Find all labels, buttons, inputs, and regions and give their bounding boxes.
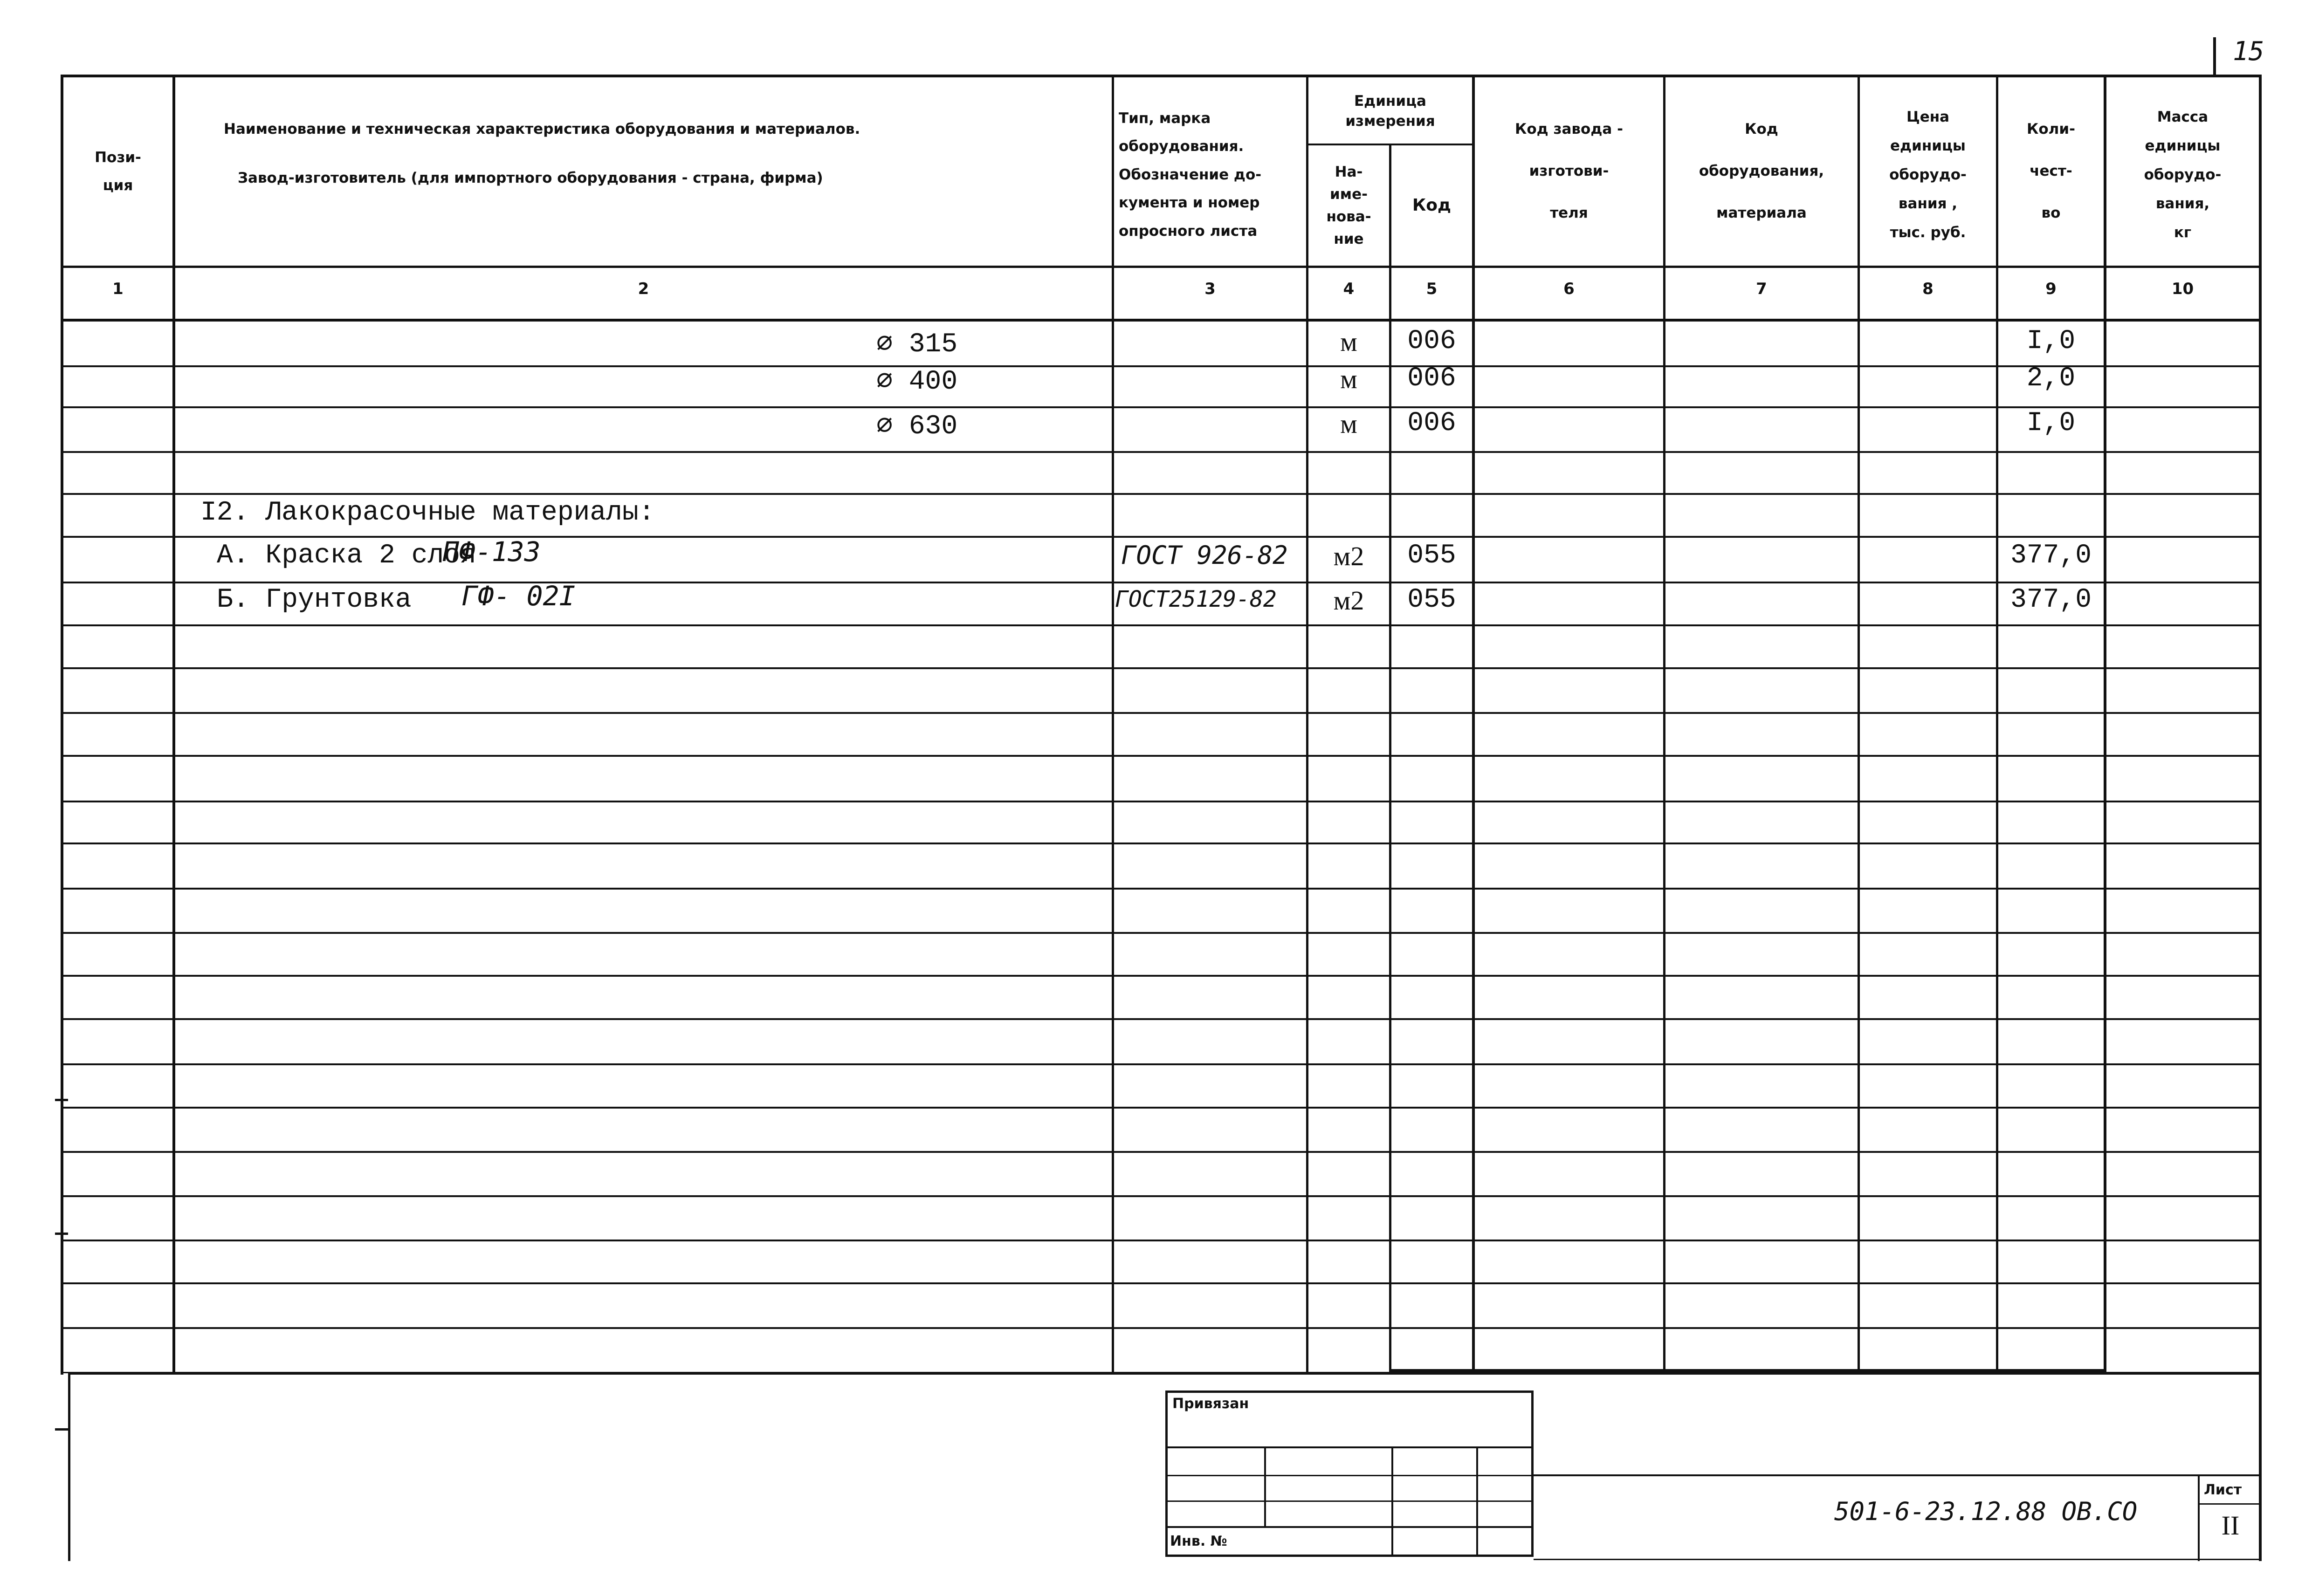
quantity: 377,0 xyxy=(2010,585,2092,615)
section-heading: I2. Лакокрасочные материалы: xyxy=(200,498,655,528)
table-row xyxy=(63,451,2259,453)
column-number: 9 xyxy=(2045,280,2057,298)
item-name: ∅ 400 xyxy=(876,367,958,397)
table-row xyxy=(63,1240,2259,1241)
quantity: 377,0 xyxy=(2010,541,2092,571)
table-row xyxy=(63,365,2259,367)
quantity: I,0 xyxy=(2026,326,2076,356)
table-row xyxy=(63,667,2259,669)
margin-tick xyxy=(55,1428,68,1431)
header-unit-code: Код xyxy=(1412,195,1452,215)
column-number: 5 xyxy=(1426,280,1438,298)
table-row xyxy=(63,755,2259,757)
bound-label: Привязан xyxy=(1172,1396,1249,1412)
unit-name: м xyxy=(1340,364,1357,394)
document-reference: ГОСТ 926-82 xyxy=(1121,541,1288,570)
item-mark: ПФ-133 xyxy=(443,536,541,568)
unit-code: 055 xyxy=(1407,541,1456,571)
sheet-label: Лист xyxy=(2204,1482,2242,1498)
column-number: 7 xyxy=(1756,280,1767,298)
table-row xyxy=(63,624,2259,626)
header-price: Цена единицы оборудо- вания , тыс. руб. xyxy=(1889,109,1967,241)
margin-tick xyxy=(55,1099,68,1101)
quantity: I,0 xyxy=(2026,408,2076,438)
page-number: 15 xyxy=(2233,36,2264,67)
table-row xyxy=(63,1327,2259,1329)
table-row xyxy=(63,1107,2259,1109)
unit-name: м2 xyxy=(1333,585,1364,616)
table-row xyxy=(63,843,2259,844)
quantity: 2,0 xyxy=(2026,363,2076,394)
column-number: 10 xyxy=(2171,280,2194,298)
header-factory-code: Код завода - изготови- теля xyxy=(1515,121,1623,221)
header-quantity: Коли- чест- во xyxy=(2027,121,2075,221)
inventory-number-label: Инв. № xyxy=(1170,1533,1227,1549)
item-mark: ГФ- 02I xyxy=(461,580,576,612)
document-code: 501-6-23.12.88 ОВ.СО xyxy=(1834,1497,2138,1526)
column-number: 1 xyxy=(112,280,124,298)
item-name: ∅ 630 xyxy=(876,411,958,442)
unit-code: 006 xyxy=(1407,326,1456,356)
column-number: 2 xyxy=(638,280,649,298)
table-row xyxy=(63,712,2259,714)
table-row xyxy=(63,406,2259,408)
header-unit-group: Единица измерения xyxy=(1345,92,1435,130)
header-mass: Масса единицы оборудо- вания, кг xyxy=(2144,109,2222,241)
column-number: 4 xyxy=(1343,280,1355,298)
table-row xyxy=(63,582,2259,583)
item-name: Б. Грунтовка xyxy=(217,585,412,615)
unit-code: 006 xyxy=(1407,408,1456,438)
table-row xyxy=(63,1195,2259,1197)
unit-name: м2 xyxy=(1333,541,1364,571)
header-name: Наименование и техническая характеристика оборудования и материалов. Завод-изготовитель (для импортного оборудования - страна, фирма) xyxy=(224,120,860,186)
unit-name: м xyxy=(1340,327,1357,357)
item-name: ∅ 315 xyxy=(876,329,958,360)
table-row xyxy=(63,1063,2259,1065)
table-row xyxy=(63,536,2259,538)
table-row xyxy=(63,888,2259,890)
item-name: А. Краска 2 слоя xyxy=(217,541,476,571)
table-row xyxy=(63,1151,2259,1153)
table-row xyxy=(63,975,2259,977)
unit-code: 055 xyxy=(1407,585,1456,615)
column-number: 6 xyxy=(1563,280,1575,298)
header-equipment-code: Код оборудования, материала xyxy=(1699,121,1824,221)
margin-tick xyxy=(55,1233,68,1235)
unit-code: 006 xyxy=(1407,363,1456,394)
header-type: Тип, марка оборудования. Обозначение до- кумента и номер опросного листа xyxy=(1119,110,1262,240)
unit-name: м xyxy=(1340,409,1357,439)
column-number: 8 xyxy=(1922,280,1934,298)
table-row xyxy=(63,801,2259,802)
sheet-number: II xyxy=(2221,1510,2240,1541)
column-number: 3 xyxy=(1204,280,1216,298)
table-row xyxy=(63,1018,2259,1020)
table-row xyxy=(63,932,2259,934)
document-reference: ГОСТ25129-82 xyxy=(1115,586,1277,612)
header-position: Пози- ция xyxy=(95,149,141,194)
table-row xyxy=(63,493,2259,495)
header-unit-name: На- име- нова- ние xyxy=(1326,163,1371,248)
table-row xyxy=(63,1282,2259,1284)
